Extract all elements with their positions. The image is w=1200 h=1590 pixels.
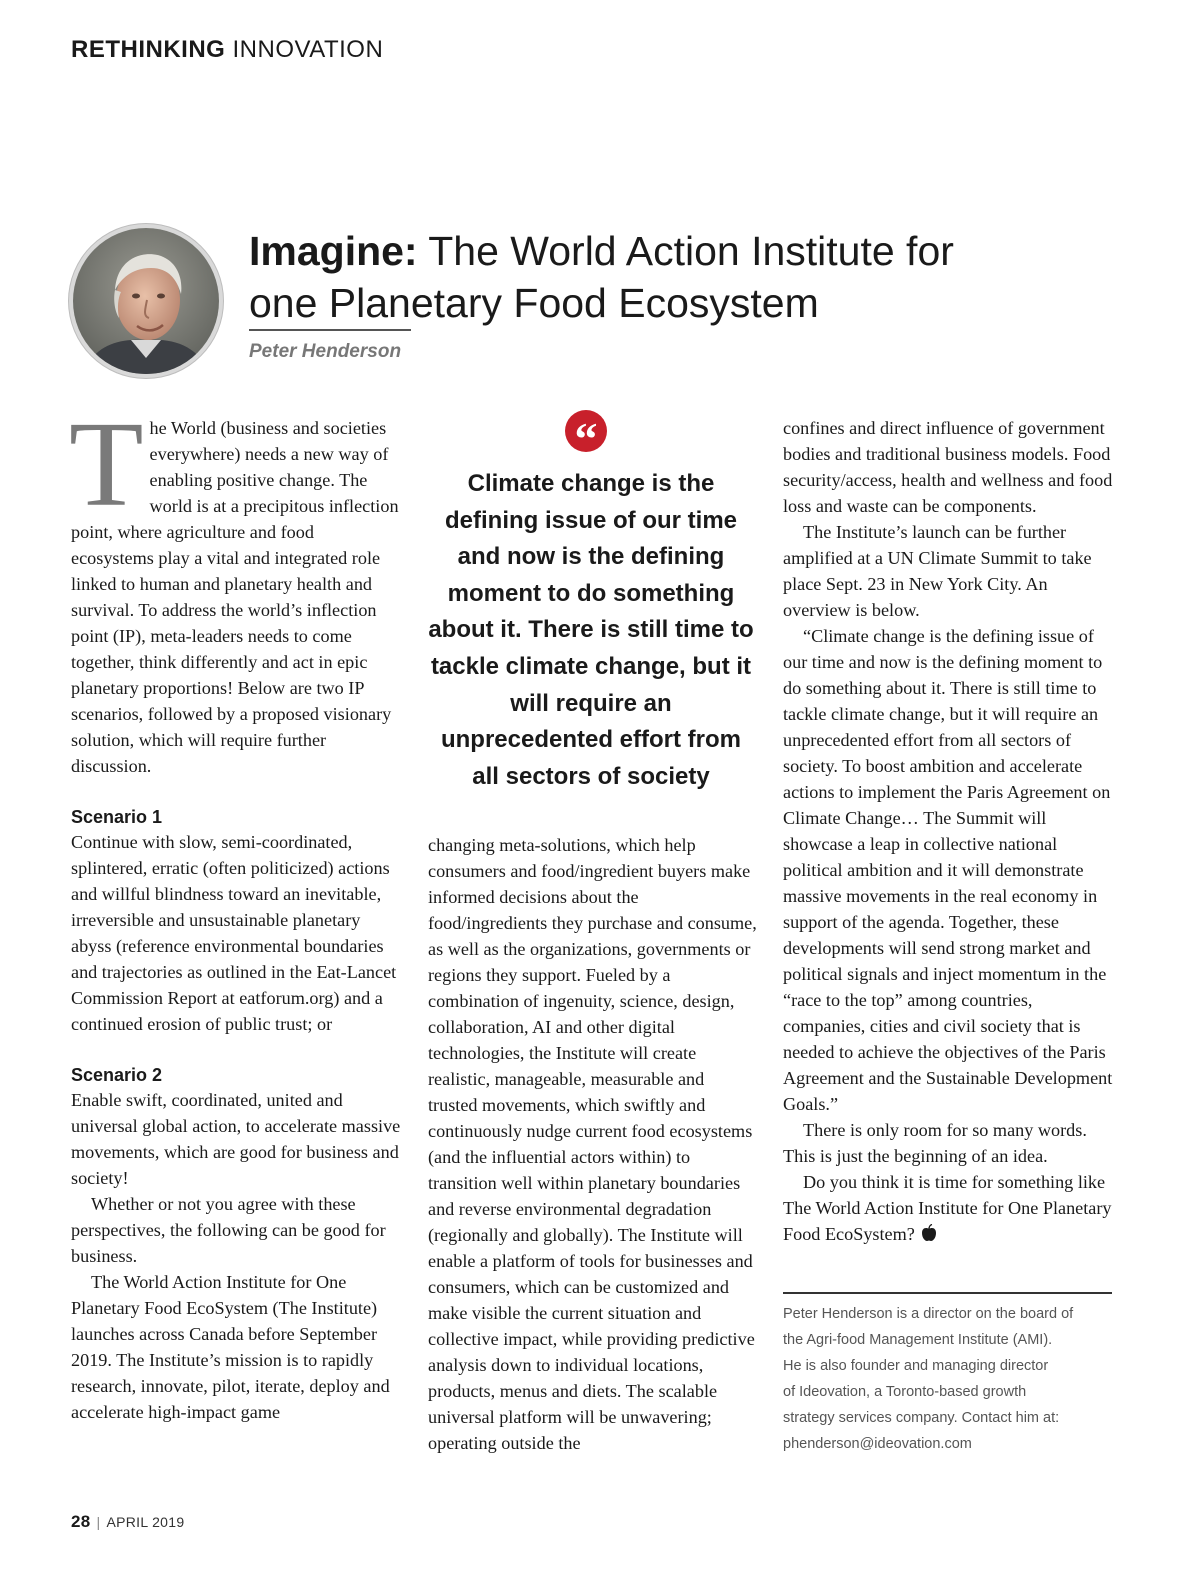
page-footer (71, 1512, 184, 1532)
column-3-paragraph-2: The Institute’s launch can be further amplified at a UN Climate Summit to take place Sept. 23 in New York City. An overview is below. (783, 522, 1092, 620)
column-3-paragraph-5 (783, 1169, 1115, 1247)
column-3 (783, 415, 1115, 1247)
intro-paragraph (69, 397, 401, 779)
bio-line: the Agri-food Management Institute (AMI). (783, 1332, 1053, 1348)
section-header (71, 36, 383, 64)
column-2 (428, 832, 758, 1456)
institute-paragraph: The World Action Institute for One Planetary Food EcoSystem (The Institute) launches across Canada before September 2019. The Institute’s mission is to rapidly research, innovate, pilot, iterate, deploy and accelerate high-impact game (71, 1272, 390, 1422)
bio-line: Peter Henderson is a director on the board of (783, 1306, 1074, 1322)
section-header-rest: INNOVATION (232, 36, 384, 63)
bio-line: He is also founder and managing director (783, 1358, 1049, 1374)
drop-cap: T (69, 397, 144, 532)
pull-quote: Climate change is the defining issue of our time and now is the defining moment to do something about it. There is still time to tackle climate change, but it will require an unprecedented effort from all sectors of society (428, 470, 754, 790)
bio-line: strategy services company. Contact him at: (783, 1410, 1060, 1426)
column-3-paragraph-4: There is only room for so many words. This is just the beginning of an idea. (783, 1120, 1087, 1166)
column-3-paragraph-3: “Climate change is the defining issue of our time and now is the defining moment to do something about it. There is still time to tackle climate change, but it will require an unprecedented effort from all sectors of society. To boost ambition and accelerate actions to implement the Paris Agreement on Climate Change… The Summit will showcase a leap in collective national political ambition and it will demonstrate massive movements in the real economy in support of the agenda. Together, these developments will send strong market and political signals and inject momentum in the “race to the top” among countries, companies, cities and civil society that is needed to achieve the objectives of the Paris Agreement and the Sustainable Development Goals.” (783, 626, 1113, 1114)
scenario-1-text: Continue with slow, semi-coordinated, splintered, erratic (often politicized) actions and willful blindness toward an inevitable, irreversible and unsustainable planetary abyss (reference environmental boundaries and trajectories as outlined in the Eat-Lancet Commission Report at eatforum.org) and a continued erosion of public trust; or (71, 832, 397, 1034)
article-title (249, 225, 969, 329)
article-title-bold: Imagine: (249, 228, 418, 274)
author-portrait-photo (73, 228, 219, 374)
agree-paragraph: Whether or not you agree with these perspectives, the following can be good for business. (71, 1194, 386, 1266)
scenario-2-text: Enable swift, coordinated, united and universal global action, to accelerate massive movements, which are good for business and society! (71, 1090, 401, 1188)
page-number: 28 (71, 1512, 91, 1531)
issue-date: APRIL 2019 (106, 1514, 185, 1530)
article-title-rest: The World Action Institute for one Planetary Food Ecosystem (249, 228, 954, 326)
column-1 (69, 397, 401, 1425)
author-bio (783, 1301, 1113, 1457)
author-portrait (73, 228, 219, 374)
closing-question: Do you think it is time for something like The World Action Institute for One Planetary Food EcoSystem? (783, 1172, 1112, 1244)
intro-text: he World (business and societies everywhere) needs a new way of enabling positive change. The world is at a precipitous inflection point, where agriculture and food ecosystems play a vital and integrated role linked to human and planetary health and survival. To address the world’s inflection point (IP), meta-leaders needs to come together, think differently and act in epic planetary proportions! Below are two IP scenarios, followed by a proposed visionary solution, which will require further discussion. (71, 418, 399, 776)
column-2-text: changing meta-solutions, which help consumers and food/ingredient buyers make informed decisions about the food/ingredients they purchase and consume, as well as the organizations, governments or regions they support. Fueled by a combination of ingenuity, science, design, collaboration, AI and other digital technologies, the Institute will create realistic, manageable, measurable and trusted movements, which swiftly and continuously nudge current food ecosystems (and the influential actors within) to transition well within planetary boundaries and reverse environmental degradation (regionally and globally). The Institute will enable a platform of tools for businesses and consumers, which can be customized and make visible the current situation and collective impact, while providing predictive analysis down to individual locations, products, menus and diets. The scalable universal platform will be unwavering; operating outside the (428, 835, 757, 1453)
section-header-bold: RETHINKING (71, 36, 226, 63)
apple-end-mark-icon (921, 1224, 937, 1242)
scenario-2-heading: Scenario 2 (71, 1065, 163, 1085)
footer-separator: | (96, 1514, 101, 1530)
bio-divider (783, 1292, 1112, 1294)
bio-line: of Ideovation, a Toronto-based growth (783, 1384, 1027, 1400)
title-divider (249, 329, 411, 331)
bio-email: phenderson@ideovation.com (783, 1436, 972, 1452)
quote-mark-icon: “ (565, 410, 607, 452)
author-byline: Peter Henderson (249, 341, 402, 362)
scenario-1-heading: Scenario 1 (71, 807, 163, 827)
column-3-paragraph-1: confines and direct influence of government bodies and traditional business models. Food security/access, health and wellness and food loss and waste can be components. (783, 418, 1113, 516)
